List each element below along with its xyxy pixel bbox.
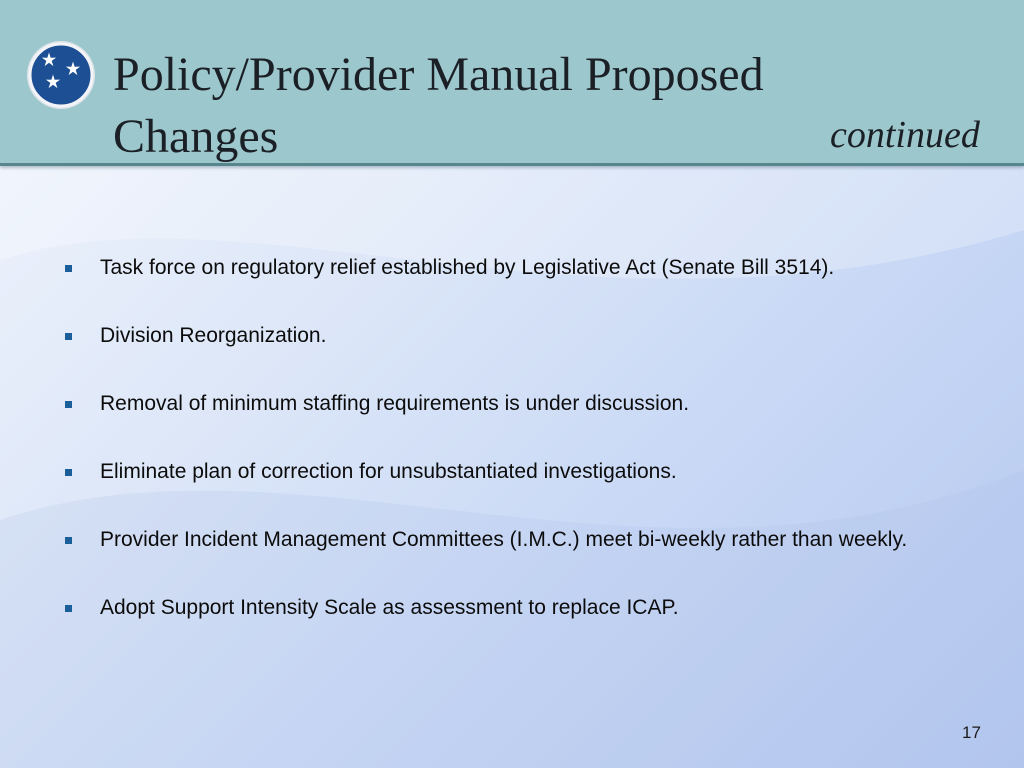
square-bullet-icon bbox=[65, 333, 72, 340]
list-item-text: Eliminate plan of correction for unsubstantiated investigations. bbox=[100, 460, 677, 483]
list-item bbox=[60, 254, 960, 282]
list-item bbox=[60, 390, 960, 418]
slide-title: Policy/Provider Manual Proposed Changes bbox=[113, 48, 764, 163]
tennessee-tristar-icon bbox=[26, 40, 96, 110]
slide-subtitle: continued bbox=[830, 114, 980, 156]
square-bullet-icon bbox=[65, 469, 72, 476]
list-item-text: Removal of minimum staffing requirements is under discussion. bbox=[100, 392, 690, 415]
list-item-text: Division Reorganization. bbox=[100, 324, 327, 347]
square-bullet-icon bbox=[65, 265, 72, 272]
list-item bbox=[60, 594, 960, 622]
title-header-band bbox=[0, 0, 1024, 166]
list-item bbox=[60, 526, 960, 554]
bullet-list bbox=[60, 254, 960, 662]
page-number: 17 bbox=[962, 723, 981, 742]
list-item-text: Task force on regulatory relief established by Legislative Act (Senate Bill 3514). bbox=[100, 256, 835, 279]
square-bullet-icon bbox=[65, 537, 72, 544]
square-bullet-icon bbox=[65, 401, 72, 408]
square-bullet-icon bbox=[65, 605, 72, 612]
list-item bbox=[60, 322, 960, 350]
list-item-text: Adopt Support Intensity Scale as assessment to replace ICAP. bbox=[100, 596, 679, 619]
list-item-text: Provider Incident Management Committees (I.M.C.) meet bi-weekly rather than weekly. bbox=[100, 528, 908, 551]
list-item bbox=[60, 458, 960, 486]
